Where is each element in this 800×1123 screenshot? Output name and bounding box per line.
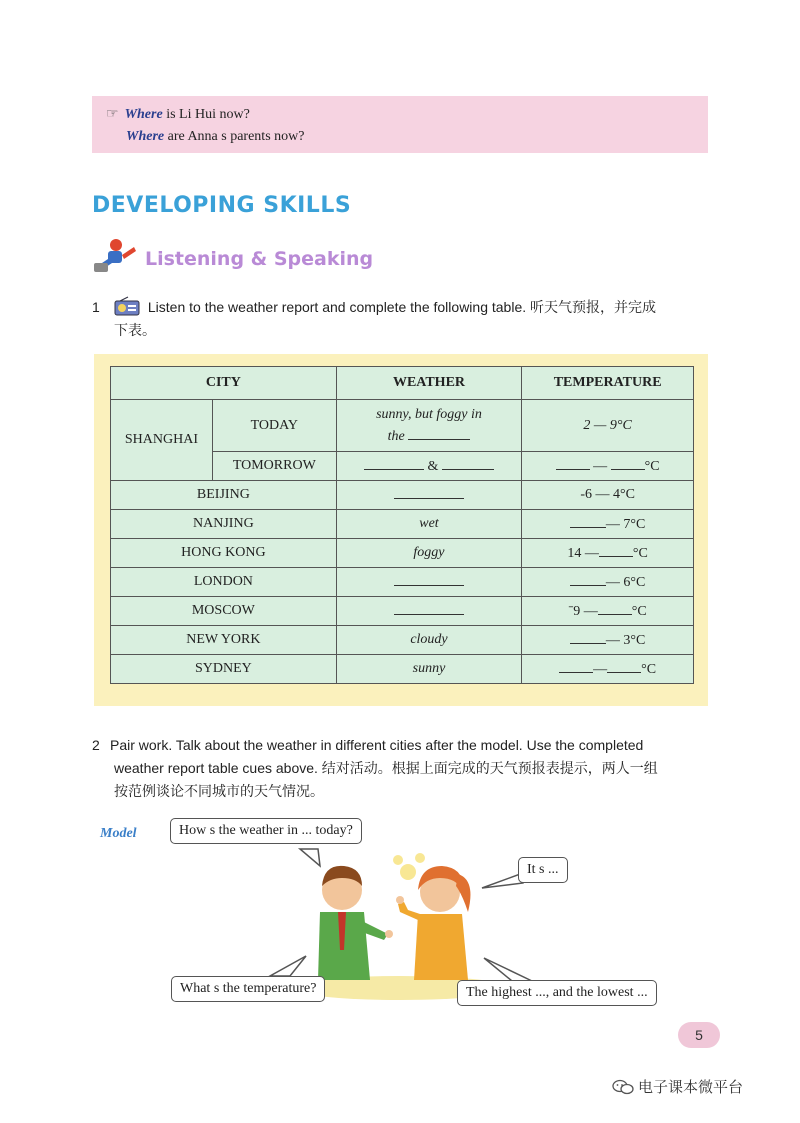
weather-cell: foggy — [336, 539, 522, 568]
temperature-cell: — 7°C — [522, 510, 694, 539]
city-cell: NANJING — [111, 510, 337, 539]
city-cell: SYDNEY — [111, 655, 337, 684]
shanghai-tomorrow-weather: & — [336, 452, 522, 481]
city-cell: MOSCOW — [111, 597, 337, 626]
task-2-line-2: weather report table cues above. 结对活动。根据上面完成的天气预报表提示，两人一组 — [114, 760, 658, 776]
task-number: 2 — [92, 737, 100, 753]
tomorrow-label: TOMORROW — [212, 452, 336, 481]
city-cell: NEW YORK — [111, 626, 337, 655]
temperature-cell: — °C — [522, 655, 694, 684]
shanghai-tomorrow-temp: — °C — [522, 452, 694, 481]
question-2: Where are Anna s parents now? — [126, 129, 305, 144]
weather-cell: sunny — [336, 655, 522, 684]
weather-cell: cloudy — [336, 626, 522, 655]
wechat-icon — [612, 1079, 634, 1095]
speech-bubble-3: What s the temperature? — [171, 976, 325, 1002]
city-cell: LONDON — [111, 568, 337, 597]
task-1-instruction-cont: 下表。 — [114, 322, 156, 338]
temperature-cell: — 3°C — [522, 626, 694, 655]
temperature-cell: — 6°C — [522, 568, 694, 597]
page-number: 5 — [678, 1022, 720, 1048]
speech-bubble-1: How s the weather in ... today? — [170, 818, 362, 844]
header-weather: WEATHER — [336, 367, 522, 400]
city-cell: HONG KONG — [111, 539, 337, 568]
temperature-cell: 14 — °C — [522, 539, 694, 568]
task-1-instruction: Listen to the weather report and complete the following table. 听天气预报，并完成 — [147, 299, 657, 315]
today-label: TODAY — [212, 400, 336, 452]
question-1: ☞ Where is Li Hui now? — [106, 107, 250, 122]
city-cell: BEIJING — [111, 481, 337, 510]
header-temperature: TEMPERATURE — [522, 367, 694, 400]
shanghai-today-temp: 2 — 9°C — [522, 400, 694, 452]
city-shanghai: SHANGHAI — [111, 400, 213, 481]
task-number: 1 — [92, 299, 100, 315]
speech-bubble-2: It s ... — [518, 857, 568, 883]
model-label: Model — [100, 826, 137, 841]
section-title: DEVELOPING SKILLS — [92, 193, 352, 218]
weather-cell: wet — [336, 510, 522, 539]
temperature-cell: -6 — 4°C — [522, 481, 694, 510]
task-2-line-1: Pair work. Talk about the weather in different cities after the model. Use the completed — [110, 737, 644, 753]
shanghai-today-weather: sunny, but foggy in the — [336, 400, 522, 452]
task-2-line-3: 按范例谈论不同城市的天气情况。 — [114, 783, 324, 799]
watermark — [612, 1076, 743, 1097]
subsection-title: Listening & Speaking — [145, 248, 374, 270]
watermark-text: 电子课本微平台 — [638, 1078, 744, 1096]
temperature-cell: ˉ9 — °C — [522, 597, 694, 626]
pointing-finger-icon: ☞ — [106, 107, 119, 122]
speech-bubble-4: The highest ..., and the lowest ... — [457, 980, 657, 1006]
header-city: CITY — [111, 367, 337, 400]
